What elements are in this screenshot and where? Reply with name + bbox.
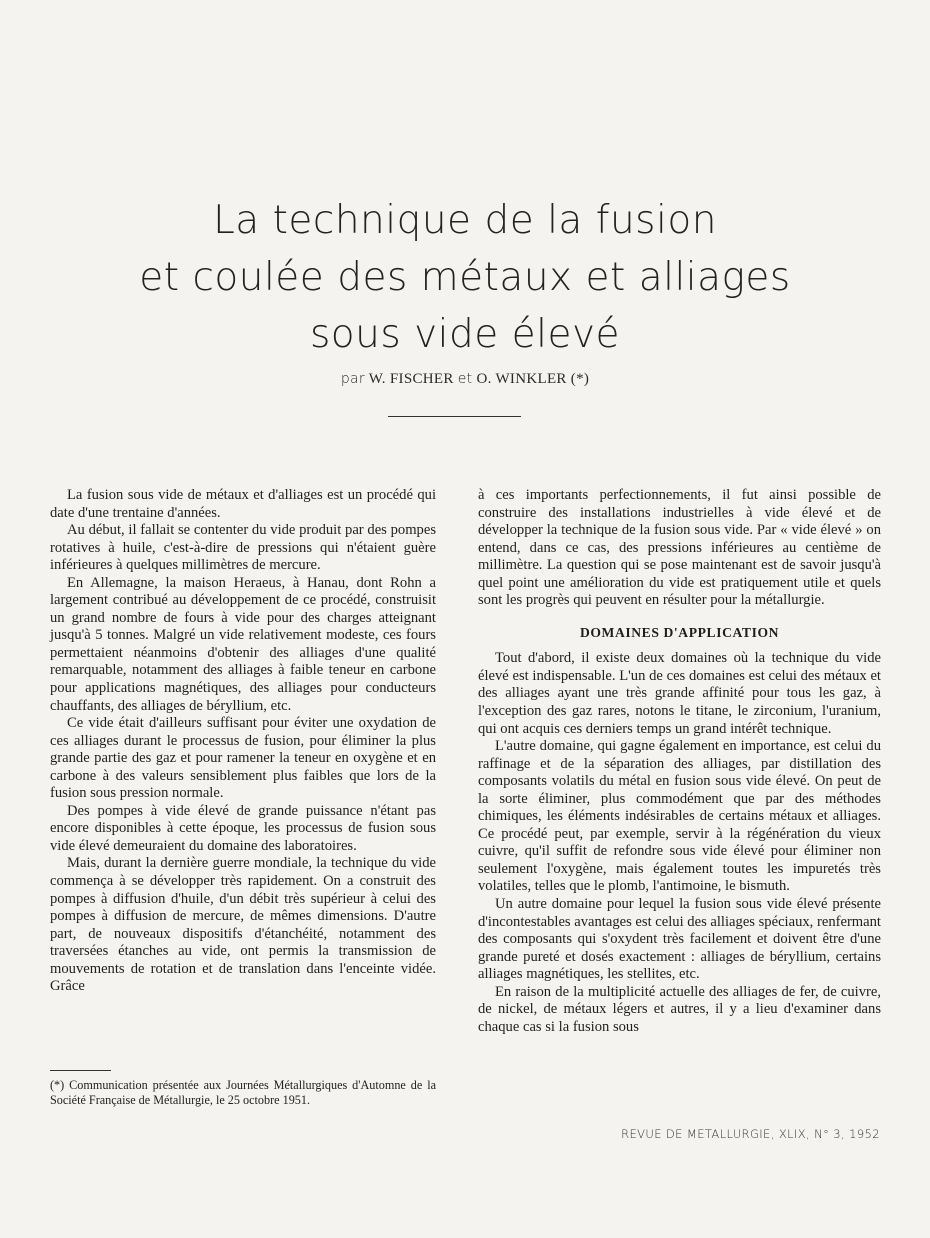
byline-par: par bbox=[340, 371, 365, 387]
footnote-text: (*) Communication présentée aux Journées Métallurgiques d'Automne de la Société Française de Métallurgie, le 25 octobre 1951. bbox=[50, 1078, 436, 1107]
title-line-3: sous vide élevé bbox=[309, 312, 621, 357]
article-title bbox=[0, 192, 930, 363]
paragraph: Mais, durant la dernière guerre mondiale, la technique du vide commença à se développer très rapidement. On a construit des pompes à diffusion d'huile, d'un débit très supérieur à celui des pompes à diffusion de mercure, de mêmes dimensions. D'autre part, de nouveaux dispositifs d'étanchéité, notamment des traversées étanches au vide, ont permis la transmission de mouvements de rotation et de translation dans l'enceinte vidée. Grâce bbox=[50, 855, 436, 995]
paragraph: Des pompes à vide élevé de grande puissance n'étant pas encore disponibles à cette époque, les processus de fusion sous vide élevé demeuraient du domaine des laboratoires. bbox=[50, 802, 436, 854]
left-column bbox=[50, 487, 436, 996]
paragraph: L'autre domaine, qui gagne également en importance, est celui du raffinage et de la séparation des alliages, par distillation des composants volatils du métal en fusion sous vide élevé. On peut de la sorte éliminer, plus commodément que par des méthodes chimiques, les éléments indésirables de certains métaux et alliages. Ce procédé peut, par exemple, servir à la régénération du vieux cuivre, qu'il suffit de refondre sous vide élevé pour éliminer non seulement l'oxygène, mais également toutes les impuretés très volatiles, telles que le plomb, l'antimoine, le bismuth. bbox=[478, 738, 881, 895]
author-1: W. FISCHER bbox=[368, 371, 454, 387]
paragraph: En raison de la multiplicité actuelle des alliages de fer, de cuivre, de nickel, de métaux légers et autres, il y a lieu d'examiner dans chaque cas si la fusion sous bbox=[478, 983, 881, 1035]
footnote bbox=[50, 1078, 436, 1108]
footnote-divider bbox=[50, 1070, 111, 1071]
byline bbox=[0, 371, 930, 388]
title-divider bbox=[388, 416, 521, 417]
title-line-1: La technique de la fusion bbox=[213, 198, 717, 243]
paragraph: Au début, il fallait se contenter du vide produit par des pompes rotatives à huile, c'est-à-dire de pressions qui n'étaient guère inférieures à quelques millimètres de mercure. bbox=[50, 522, 436, 574]
paragraph: La fusion sous vide de métaux et d'alliages est un procédé qui date d'une trentaine d'années. bbox=[50, 487, 436, 521]
author-2: O. WINKLER (*) bbox=[476, 371, 590, 387]
paragraph: Ce vide était d'ailleurs suffisant pour éviter une oxydation de ces alliages durant le processus de fusion, pour éliminer la plus grande partie des gaz et pour ramener la teneur en oxygène et en carbone à des valeurs sensiblement plus faibles que lors de la fusion sous pression normale. bbox=[50, 715, 436, 802]
byline-et: et bbox=[457, 371, 473, 387]
section-heading: DOMAINES D'APPLICATION bbox=[579, 624, 780, 640]
title-line-2: et coulée des métaux et alliages bbox=[139, 255, 791, 300]
paragraph: En Allemagne, la maison Heraeus, à Hanau, dont Rohn a largement contribué au développement de ce procédé, construisit un grand nombre de fours à vide pour des charges atteignant jusqu'à 5 tonnes. Malgré un vide relativement modeste, ces fours permettaient néanmoins d'obtenir des alliages d'une qualité remarquable, notamment des alliages à faible teneur en carbone pour applications magnétiques, des alliages pour conducteurs chauffants, des alliages de béryllium, etc. bbox=[50, 574, 436, 714]
right-column bbox=[478, 487, 881, 1036]
paragraph: Un autre domaine pour lequel la fusion sous vide élevé présente d'incontestables avantages est celui des alliages spéciaux, renfermant des composants qui s'oxydent très facilement et doivent être d'une grande pureté et dosés exactement : alliages de béryllium, certains alliages magnétiques, les stellites, etc. bbox=[478, 896, 881, 983]
paragraph: Tout d'abord, il existe deux domaines où la technique du vide élevé est indispensable. L'un de ces domaines est celui des métaux et des alliages ayant une très grande affinité pour tous les gaz, à l'exception des gaz rares, notons le titane, le zirconium, l'uranium, qui ont acquis ces derniers temps un grand intérêt technique. bbox=[478, 650, 881, 737]
journal-footer: REVUE DE METALLURGIE, XLIX, N° 3, 1952 bbox=[621, 1127, 880, 1141]
paragraph: à ces importants perfectionnements, il fut ainsi possible de construire des installations industrielles à vide élevé et de développer la technique de la fusion sous vide. Par « vide élevé » on entend, dans ce cas, des pressions inférieures au centième de millimètre. La question qui se pose maintenant est de savoir jusqu'à quel point une amélioration du vide est pratiquement utile et quels sont les progrès qui peuvent en résulter pour la métallurgie. bbox=[478, 487, 881, 609]
